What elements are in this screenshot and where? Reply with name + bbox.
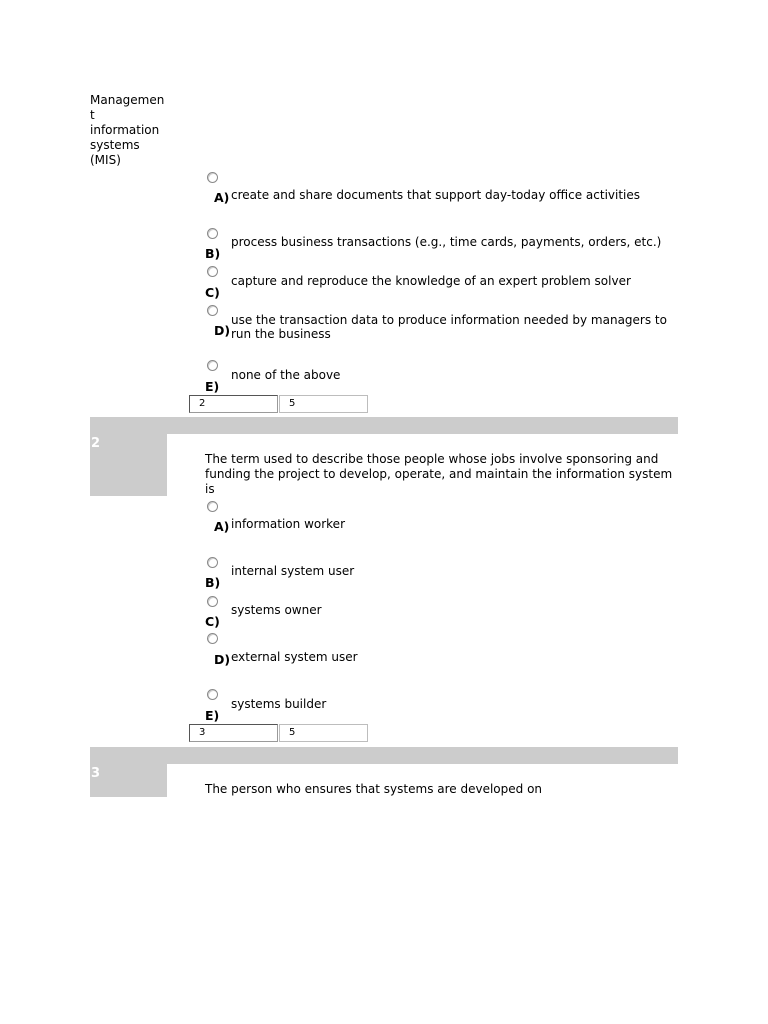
q2-radio-c[interactable] — [207, 596, 218, 607]
q2-number: 2 — [91, 436, 101, 451]
q2-number-box — [90, 417, 167, 496]
q1-radio-c[interactable] — [207, 266, 218, 277]
q1-option-a-text: create and share documents that support day-today office activities — [231, 188, 641, 202]
q2-letter-c: C) — [205, 614, 220, 629]
q2-radio-a[interactable] — [207, 501, 218, 512]
q1-radio-a[interactable] — [207, 172, 218, 183]
q2-option-e-text: systems builder — [231, 697, 327, 711]
q1-radio-e[interactable] — [207, 360, 218, 371]
topic-label: Managemen t information systems (MIS) — [90, 93, 165, 167]
q2-header-bar — [90, 417, 678, 434]
q1-option-b-text: process business transactions (e.g., time cards, payments, orders, etc.) — [231, 235, 662, 249]
q2-radio-b[interactable] — [207, 557, 218, 568]
q3-number-box — [90, 747, 167, 797]
q1-letter-a: A) — [214, 190, 230, 205]
q1-radio-b[interactable] — [207, 228, 218, 239]
q2-option-c-text: systems owner — [231, 603, 322, 617]
q1-letter-b: B) — [205, 246, 221, 261]
q1-answer-field[interactable]: 2 — [189, 395, 278, 413]
q3-question-text: The person who ensures that systems are developed on — [205, 782, 543, 796]
q2-radio-d[interactable] — [207, 633, 218, 644]
q2-letter-d: D) — [214, 652, 231, 667]
q2-letter-e: E) — [205, 708, 220, 723]
q2-question-text: The term used to describe those people whose jobs involve sponsoring and funding the project to develop, operate, and maintain the information system is — [205, 452, 673, 496]
q1-option-e-text: none of the above — [231, 368, 341, 382]
q1-letter-c: C) — [205, 285, 220, 300]
q2-answer-field[interactable]: 3 — [189, 724, 278, 742]
q1-radio-d[interactable] — [207, 305, 218, 316]
q2-option-a-text: information worker — [231, 517, 345, 531]
q2-letter-b: B) — [205, 575, 221, 590]
q1-points-field[interactable]: 5 — [279, 395, 368, 413]
q1-letter-d: D) — [214, 323, 231, 338]
q2-radio-e[interactable] — [207, 689, 218, 700]
q2-letter-a: A) — [214, 519, 230, 534]
q2-option-b-text: internal system user — [231, 564, 355, 578]
q3-header-bar — [90, 747, 678, 764]
q2-option-d-text: external system user — [231, 650, 358, 664]
q1-option-c-text: capture and reproduce the knowledge of an expert problem solver — [231, 274, 631, 288]
q1-option-d-text: use the transaction data to produce information needed by managers to run the business — [231, 313, 667, 341]
q1-letter-e: E) — [205, 379, 220, 394]
q2-points-field[interactable]: 5 — [279, 724, 368, 742]
q3-number: 3 — [91, 766, 101, 781]
